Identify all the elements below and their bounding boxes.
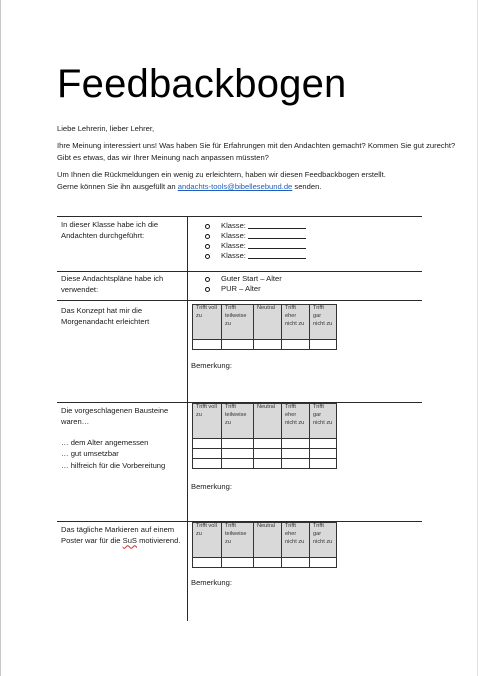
- class-item[interactable]: Klasse:: [205, 231, 306, 241]
- rating-cell[interactable]: [254, 449, 282, 459]
- poster-label-pre: Das tägliche Markieren auf einem Poster war für die: [61, 525, 175, 546]
- scale-header: Trifft teilweise zu: [222, 305, 254, 340]
- rating-cell[interactable]: [310, 449, 337, 459]
- scale-header: Trifft eher nicht zu: [282, 404, 310, 439]
- spellcheck-flagged-word: SuS: [122, 536, 137, 546]
- rating-cell[interactable]: [282, 449, 310, 459]
- scale-header: Trifft voll zu: [193, 305, 222, 340]
- table-rule: [57, 300, 422, 301]
- fill-in-line: [248, 231, 306, 239]
- rating-cell[interactable]: [282, 439, 310, 449]
- rating-cell[interactable]: [254, 340, 282, 350]
- class-list: [205, 221, 306, 261]
- document-title: Feedbackbogen: [57, 62, 347, 106]
- plan-item[interactable]: Guter Start – Alter: [205, 274, 282, 284]
- scale-header: Trifft gar nicht zu: [310, 305, 337, 340]
- table-rule: [57, 271, 422, 272]
- rating-cell[interactable]: [222, 558, 254, 568]
- row-label-modules: [61, 405, 186, 471]
- intro-paragraph-2-line-1: Um Ihnen die Rückmeldungen ein wenig zu erleichtern, haben wir diesen Feedbackbogen erstellt.: [57, 170, 386, 180]
- remark-label: Bemerkung:: [191, 361, 232, 370]
- rating-cell[interactable]: [222, 439, 254, 449]
- rating-cell[interactable]: [254, 558, 282, 568]
- scale-header: Trifft gar nicht zu: [310, 523, 337, 558]
- rating-cell[interactable]: [310, 340, 337, 350]
- row-label-concept: Das Konzept hat mir die Morgenandacht erleichtert: [61, 306, 150, 327]
- rating-cell[interactable]: [310, 459, 337, 469]
- row-label-plans: Diese Andachtspläne habe ich verwendet:: [61, 274, 164, 295]
- remark-label: Bemerkung:: [191, 482, 232, 491]
- rating-scale-table: [192, 304, 337, 350]
- rating-cell[interactable]: [282, 459, 310, 469]
- page-edge: [0, 0, 1, 676]
- rating-cell[interactable]: [282, 340, 310, 350]
- rating-scale-table: [192, 522, 337, 568]
- scale-header: Trifft voll zu: [193, 523, 222, 558]
- intro-paragraph-2: [57, 169, 457, 192]
- modules-heading: Die vorgeschlagenen Bausteine waren…: [61, 406, 169, 427]
- poster-label-post: motivierend.: [136, 536, 181, 546]
- fill-in-line: [248, 241, 306, 249]
- rating-cell[interactable]: [222, 340, 254, 350]
- scale-header: Neutral: [254, 523, 282, 558]
- class-item[interactable]: Klasse:: [205, 241, 306, 251]
- module-criterion: … dem Alter angemessen: [61, 437, 149, 447]
- scale-header: Neutral: [254, 404, 282, 439]
- rating-cell[interactable]: [193, 439, 222, 449]
- intro-paragraph-2-post: senden.: [292, 181, 322, 191]
- intro-paragraph-2-pre: Gerne können Sie ihn ausgefüllt an: [57, 181, 178, 191]
- scale-header: Trifft gar nicht zu: [310, 404, 337, 439]
- scale-header: Trifft eher nicht zu: [282, 305, 310, 340]
- module-criterion: … hilfreich für die Vorbereitung: [61, 460, 166, 470]
- rating-cell[interactable]: [193, 459, 222, 469]
- scale-header: Trifft teilweise zu: [222, 523, 254, 558]
- rating-cell[interactable]: [254, 439, 282, 449]
- rating-cell[interactable]: [193, 449, 222, 459]
- row-label-classes: In dieser Klasse habe ich die Andachten durchgeführt:: [61, 220, 159, 241]
- email-link[interactable]: andachts-tools@bibellesebund.de: [177, 181, 293, 191]
- scale-header: Trifft eher nicht zu: [282, 523, 310, 558]
- scale-header: Trifft teilweise zu: [222, 404, 254, 439]
- fill-in-line: [248, 251, 306, 259]
- plan-item[interactable]: PUR – Alter: [205, 284, 282, 294]
- rating-cell[interactable]: [222, 449, 254, 459]
- rating-cell[interactable]: [310, 439, 337, 449]
- class-item[interactable]: Klasse:: [205, 221, 306, 231]
- rating-cell[interactable]: [193, 558, 222, 568]
- rating-cell[interactable]: [222, 459, 254, 469]
- row-label-poster: [61, 524, 186, 547]
- table-column-divider: [187, 216, 188, 621]
- plan-list: [205, 274, 282, 294]
- remark-label: Bemerkung:: [191, 578, 232, 587]
- rating-cell[interactable]: [193, 340, 222, 350]
- scale-header: Trifft voll zu: [193, 404, 222, 439]
- fill-in-line: [248, 221, 306, 229]
- intro-paragraph-1: Ihre Meinung interessiert uns! Was haben Sie für Erfahrungen mit den Andachten gemacht? Kommen Sie gut zurecht? Gibt es etwas, das wir Ihrer Meinung nach anpassen müssten?: [57, 141, 456, 162]
- scale-header: Neutral: [254, 305, 282, 340]
- module-criterion: … gut umsetzbar: [61, 449, 119, 459]
- rating-cell[interactable]: [282, 558, 310, 568]
- class-item[interactable]: Klasse:: [205, 251, 306, 261]
- rating-scale-table: [192, 403, 337, 469]
- table-rule: [57, 216, 422, 217]
- rating-cell[interactable]: [254, 459, 282, 469]
- intro-text: [57, 123, 457, 198]
- rating-cell[interactable]: [310, 558, 337, 568]
- greeting: Liebe Lehrerin, lieber Lehrer,: [57, 124, 155, 133]
